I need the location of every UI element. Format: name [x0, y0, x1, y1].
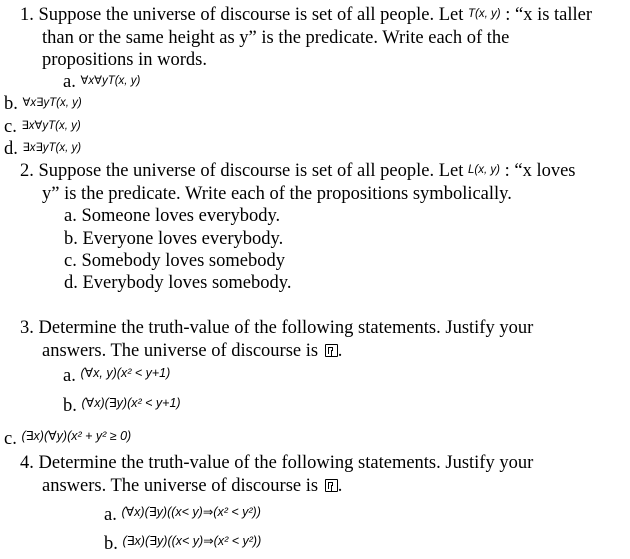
q3-text-2: answers. The universe of discourse is: [42, 341, 319, 361]
q4-line1: [20, 452, 533, 474]
real-numbers-icon: [325, 479, 338, 492]
q1-text-1: Suppose the universe of discourse is set of all people. Let: [38, 5, 464, 25]
q3-text-2-tail: .: [337, 341, 343, 361]
q3-item-a-label: a.: [63, 366, 76, 386]
q2-item-c: [64, 250, 285, 272]
q2-text-1: Suppose the universe of discourse is set of all people. Let: [38, 161, 464, 181]
q1-item-a-label: a.: [63, 72, 76, 92]
q2-predicate: L(x, y): [468, 164, 500, 176]
q1-predicate: T(x, y): [468, 8, 501, 20]
q2-item-a: [64, 205, 280, 227]
q4-text-2-tail: .: [337, 476, 343, 496]
q1-item-d-label: d.: [4, 139, 18, 159]
q3-item-b-expr: (∀x)(∃y)(x² < y+1): [81, 396, 181, 410]
q1-item-c-expr: ∃x∀yT(x, y): [21, 120, 81, 132]
q1-text-1-tail: : “x is taller: [505, 5, 593, 25]
q4-item-a-label: a.: [104, 505, 117, 525]
q4-number: 4.: [20, 453, 34, 473]
q3-line2: [42, 340, 342, 362]
q1-item-a-expr: ∀x∀yT(x, y): [80, 75, 141, 87]
q1-item-b: [4, 93, 82, 117]
q1-item-d: [4, 138, 81, 162]
q1-line1: [20, 4, 592, 28]
q3-item-b: [63, 395, 181, 418]
q4-item-b-label: b.: [104, 534, 118, 554]
q4-text-2: answers. The universe of discourse is: [42, 476, 319, 496]
q2-item-c-text: Somebody loves somebody: [81, 251, 285, 271]
q2-item-b-label: b.: [64, 229, 78, 249]
q2-item-b: [64, 228, 283, 250]
q3-text-1: Determine the truth-value of the following statements. Justify your: [38, 318, 534, 338]
q3-line1: [20, 317, 533, 339]
q2-line2: y” is the predicate. Write each of the propositions symbolically.: [42, 184, 512, 204]
q4-text-1: Determine the truth-value of the following statements. Justify your: [38, 453, 534, 473]
q2-item-c-label: c.: [64, 251, 77, 271]
q2-item-a-text: Someone loves everybody.: [81, 206, 281, 226]
q2-line1: [20, 160, 576, 184]
q2-item-d-text: Everybody loves somebody.: [82, 273, 292, 293]
q2-item-b-text: Everyone loves everybody.: [82, 229, 284, 249]
q2-item-d: [64, 272, 291, 294]
q3-item-c-expr: (∃x)(∀y)(x² + y² ≥ 0): [21, 429, 132, 443]
q4-line2: [42, 475, 342, 497]
q1-item-c-label: c.: [4, 117, 17, 137]
q1-number: 1.: [20, 5, 34, 25]
q3-item-b-label: b.: [63, 396, 77, 416]
q4-item-a: [104, 504, 261, 527]
q2-number: 2.: [20, 161, 34, 181]
q1-line3: propositions in words.: [42, 50, 207, 70]
q1-item-b-expr: ∀x∃yT(x, y): [22, 97, 82, 109]
q1-item-b-label: b.: [4, 94, 18, 114]
q3-item-c: [4, 428, 131, 451]
q2-item-a-label: a.: [64, 206, 77, 226]
q4-item-b: [104, 533, 261, 556]
q1-item-a: [63, 71, 140, 95]
q4-item-b-expr: (∃x)(∃y)((x< y)⇒(x² < y²)): [122, 534, 262, 548]
q4-item-a-expr: (∀x)(∃y)((x< y)⇒(x² < y²)): [121, 505, 261, 519]
q1-item-d-expr: ∃x∃yT(x, y): [22, 142, 82, 154]
q3-item-a: [63, 365, 170, 388]
q3-item-a-expr: (∀x, y)(x² < y+1): [80, 366, 171, 380]
q1-line2: than or the same height as y” is the predicate. Write each of the: [42, 28, 510, 48]
q3-number: 3.: [20, 318, 34, 338]
q2-text-1-tail: : “x loves: [504, 161, 576, 181]
real-numbers-icon: [325, 344, 338, 357]
q1-item-c: [4, 116, 81, 140]
q3-item-c-label: c.: [4, 429, 17, 449]
q2-item-d-label: d.: [64, 273, 78, 293]
